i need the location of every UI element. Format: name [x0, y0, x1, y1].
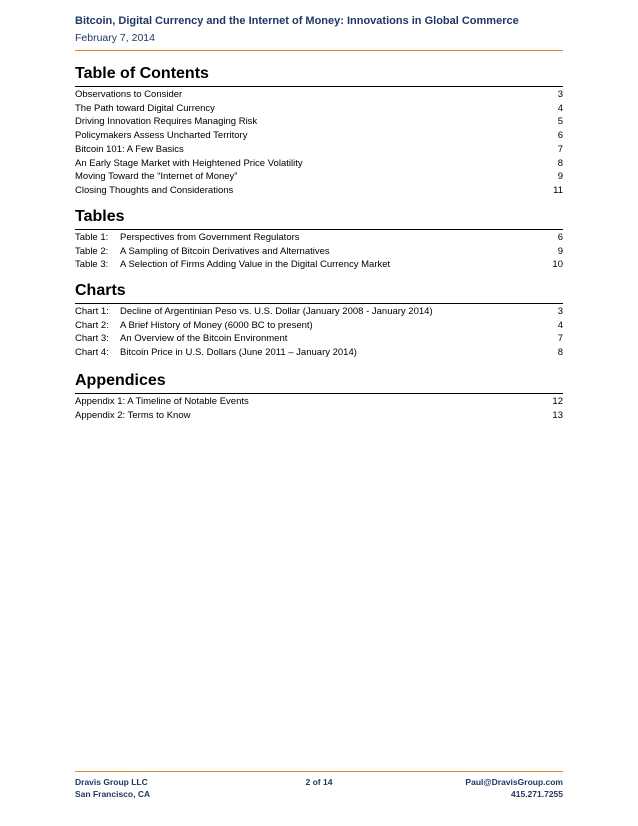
table-entry-label: Table 3:: [75, 259, 109, 271]
appendix-entry[interactable]: [75, 409, 563, 423]
document-date: February 7, 2014: [75, 32, 155, 44]
toc-entry-page: 9: [557, 171, 563, 183]
toc-entry-page: 3: [557, 89, 563, 100]
chart-entry-text: A Brief History of Money (6000 BC to present): [120, 319, 313, 331]
toc-entry-text: Moving Toward the “Internet of Money”: [75, 171, 238, 183]
appendix-entry-text: Appendix 2: Terms to Know: [75, 409, 191, 421]
chart-entry-text: Decline of Argentinian Peso vs. U.S. Dollar (January 2008 - January 2014): [120, 306, 433, 317]
table-entry-page: 6: [557, 232, 563, 243]
chart-entry[interactable]: [75, 319, 563, 333]
toc-entry-text: An Early Stage Market with Heightened Price Volatility: [75, 157, 303, 169]
section-title-charts: Charts: [75, 282, 126, 299]
section-title-appendices: Appendices: [75, 372, 166, 389]
footer-city: San Francisco, CA: [75, 789, 151, 799]
chart-entry-label: Chart 4:: [75, 347, 109, 359]
chart-entry-page: 7: [557, 333, 563, 345]
table-entry-page: 10: [552, 259, 563, 271]
table-entry[interactable]: [75, 245, 563, 259]
table-entry-text: A Sampling of Bitcoin Derivatives and Alternatives: [120, 245, 330, 257]
section-divider: [75, 229, 563, 230]
table-entry[interactable]: [75, 258, 563, 272]
toc-entry[interactable]: [75, 115, 563, 129]
footer-company: Dravis Group LLC: [75, 777, 148, 787]
toc-entry-page: 7: [557, 143, 563, 155]
toc-entry[interactable]: [75, 184, 563, 198]
toc-entry-text: Policymakers Assess Uncharted Territory: [75, 130, 248, 142]
chart-entry-label: Chart 1:: [75, 306, 109, 317]
chart-entry-page: 4: [557, 319, 563, 331]
chart-entry[interactable]: [75, 346, 563, 360]
section-divider: [75, 393, 563, 394]
toc-entry[interactable]: [75, 143, 563, 157]
table-entry-text: A Selection of Firms Adding Value in the Digital Currency Market: [120, 259, 391, 271]
appendix-entry-page: 13: [552, 409, 563, 421]
toc-entry[interactable]: [75, 170, 563, 184]
toc-entry-page: 5: [557, 116, 563, 128]
toc-entry-page: 6: [557, 130, 563, 142]
table-entry-page: 9: [557, 245, 563, 257]
toc-entry[interactable]: [75, 88, 563, 102]
toc-entry-text: Driving Innovation Requires Managing Risk: [75, 116, 258, 128]
table-entry-label: Table 1:: [75, 232, 109, 243]
chart-entry-text: An Overview of the Bitcoin Environment: [120, 333, 288, 345]
toc-entry-page: 4: [557, 102, 563, 114]
table-entry-label: Table 2:: [75, 245, 109, 257]
appendix-entry-page: 12: [552, 396, 563, 407]
chart-entry-text: Bitcoin Price in U.S. Dollars (June 2011 – January 2014): [120, 347, 357, 359]
footer-phone: 415.271.7255: [511, 789, 563, 799]
chart-entry-label: Chart 2:: [75, 319, 109, 331]
toc-entry[interactable]: [75, 102, 563, 116]
footer-right: [465, 776, 563, 800]
section-title-contents: Table of Contents: [75, 65, 209, 82]
section-divider: [75, 303, 563, 304]
charts-section: [75, 281, 563, 360]
chart-entry-page: 8: [557, 347, 563, 359]
page-number: 2 of 14: [305, 777, 333, 787]
document-title: Bitcoin, Digital Currency and the Internet of Money: Innovations in Global Commerce: [75, 15, 519, 27]
footer-email[interactable]: Paul@DravisGroup.com: [465, 777, 563, 787]
appendices-section: [75, 371, 563, 422]
toc-entry-text: Observations to Consider: [75, 89, 183, 100]
toc-entry-page: 11: [553, 184, 563, 196]
tables-section: [75, 207, 563, 272]
toc-section: [75, 64, 563, 198]
toc-entry[interactable]: [75, 157, 563, 171]
appendix-entry[interactable]: [75, 395, 563, 409]
table-entry[interactable]: [75, 231, 563, 245]
page-header: [75, 14, 563, 51]
toc-entry-text: The Path toward Digital Currency: [75, 102, 215, 114]
toc-entry-text: Bitcoin 101: A Few Basics: [75, 143, 184, 155]
chart-entry[interactable]: [75, 332, 563, 346]
chart-entry-page: 3: [557, 306, 563, 317]
table-entry-text: Perspectives from Government Regulators: [120, 232, 300, 243]
toc-entry-page: 8: [557, 157, 563, 169]
toc-entry[interactable]: [75, 129, 563, 143]
toc-entry-text: Closing Thoughts and Considerations: [75, 184, 234, 196]
header-divider: [75, 50, 563, 51]
footer-divider: [75, 771, 563, 772]
section-title-tables: Tables: [75, 208, 125, 225]
appendix-entry-text: Appendix 1: A Timeline of Notable Events: [75, 396, 249, 407]
chart-entry[interactable]: [75, 305, 563, 319]
chart-entry-label: Chart 3:: [75, 333, 109, 345]
section-divider: [75, 86, 563, 87]
